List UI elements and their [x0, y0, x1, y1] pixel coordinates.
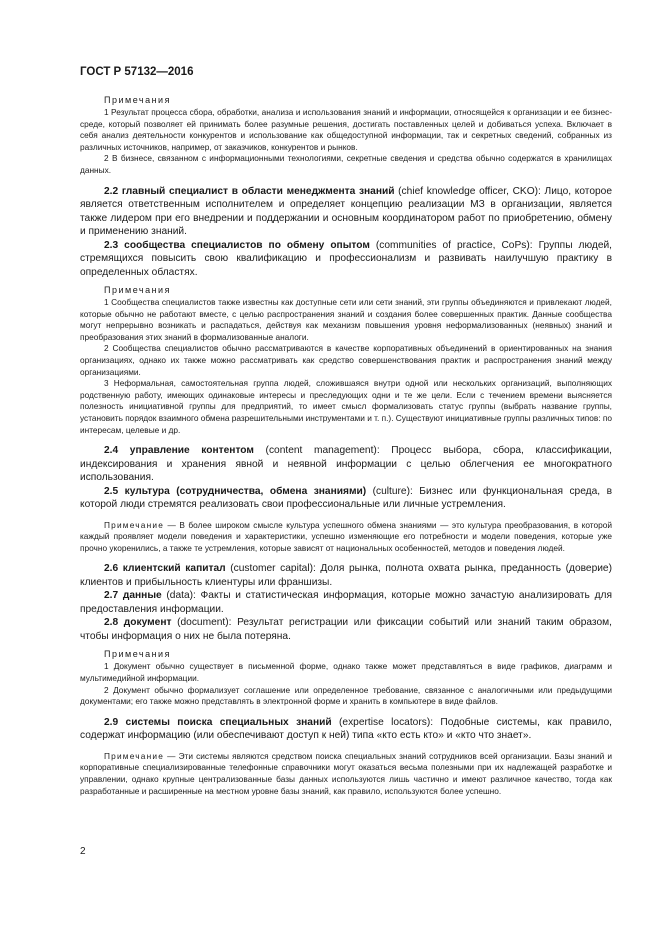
term-definition: (data): Факты и статистическая информация, которые можно зачастую анализировать для предоставления информации.: [80, 590, 612, 615]
note-item: 3 Неформальная, самостоятельная группа людей, сложившаяся внутри одной или нескольких организаций, выполняющих родственную работу, имеющих одинаковые интересы и преследующих одни и те же цели. Если с течением времени выясняется полезность инициативной группы для предприятий, то имеет смысл формализовать статус группы (выбрать название группы, установить порядок взаимного обмена разрешительными инструментами и т. п.). Существуют инициативные группы различных типов: по интересам, целевые и др.: [80, 378, 612, 435]
term-title: 2.2 главный специалист в области менеджмента знаний: [104, 185, 395, 197]
note-text: — В более широком смысле культура успешного обмена знаниями — это культура преобразования, в которой каждый проявляет модели поведения и характеристики, успешно изменяющие его потребности и модели поведения, которые уже прочно укоренились, а также те устремления, которые зависят от национальных особенностей, методов и поведения людей.: [80, 519, 612, 553]
term-title: 2.6 клиентский капитал: [104, 563, 226, 575]
term-2-9: [80, 716, 612, 743]
term-2-3: [80, 239, 612, 280]
term-2-2: [80, 185, 612, 239]
term-definition: (customer capital): Доля рынка, полнота охвата рынка, преданность (доверие) клиентов и прибыльность клиентуры или франшизы.: [80, 563, 612, 588]
note-item: 1 Результат процесса сбора, обработки, анализа и использования знаний и информации, относящейся к организации и ее бизнес-среде, который позволяет ей принимать более разумные решения, достигать поставленных целей и добиваться успеха. Включает в себя анализ деятельности конкурентов и использование как общедоступной информации, так и секретных сведений, собранных из различных источников, например, от заказчиков, конкурентов и рынков.: [80, 107, 612, 152]
term-title: 2.3 сообщества специалистов по обмену опытом: [104, 239, 370, 251]
term-2-5: [80, 485, 612, 512]
note-text: — Эти системы являются средством поиска специальных знаний сотрудников всей организации. Базы знаний и корпоративные специализированные телефонные справочники могут оказаться весьма полезными при их надлежащей разработке и управлении, однако крупные централизованные базы данных используются лишь частично и имеют различное качество, тогда как разработанные и расширенные на местном уровне базы знаний, как правило, используются более успешно.: [80, 750, 612, 796]
term-definition: (content management): Процесс выбора, сбора, классификации, индексирования и хранения явной и неявной информации с целью облегчения ее многократного использования.: [80, 445, 612, 484]
page-number: 2: [80, 846, 86, 857]
standard-header: ГОСТ Р 57132—2016: [80, 66, 194, 78]
term-2-8: [80, 616, 612, 643]
term-definition: (chief knowledge officer, CKO): Лицо, которое является ответственным исполнителем и определяет концепцию реализации МЗ в организации, является также лидером при его внедрении и поддержании и основным координатором работ по приобретению, обмену и применению знаний.: [80, 185, 612, 238]
term-title: 2.9 системы поиска специальных знаний: [104, 716, 332, 728]
note-label: Примечание: [104, 750, 165, 761]
note-item: 1 Сообщества специалистов также известны как доступные сети или сети знаний, эти группы объединяются и привлекают людей, которые обычно не работают вместе, с целью распространения знаний и создания более совершенных практик. Данные сообщества могут непрерывно возникать и распадаться, действуя как механизм повышения уровня неформализованных (неявных) знаний и преобразования этих знаний в формализованные аналоги.: [80, 297, 612, 342]
notes-label: Примечания: [104, 649, 171, 660]
note-single: [80, 520, 612, 555]
term-definition: (expertise locators): Подобные системы, как правило, содержат информацию (или обеспечивают доступ к ней) типа «кто есть кто» и «кто что знает».: [80, 716, 612, 742]
term-2-4: [80, 444, 612, 485]
term-title: 2.8 документ: [104, 617, 172, 629]
note-item: 2 Сообщества специалистов обычно рассматриваются в качестве корпоративных объединений в ориентированных на знания организациях, однако их также можно рассматривать как средство совершенствования практик и распространения знаний между организациями.: [80, 343, 612, 377]
notes-label: Примечания: [104, 95, 171, 105]
note-item: 1 Документ обычно существует в письменной форме, однако также может представляться в виде графиков, диаграмм и мультимедийной информации.: [80, 661, 612, 684]
term-2-6: [80, 562, 612, 589]
term-title: 2.5 культура (сотрудничества, обмена знаниями): [104, 485, 367, 497]
notes-label: Примечания: [104, 285, 171, 296]
term-definition: (communities of practice, CoPs): Группы людей, стремящихся повысить свою квалификацию и профессионализм и развивать наилучшую практику в определенных областях.: [80, 239, 613, 278]
term-2-7: [80, 589, 612, 616]
note-single: [80, 751, 612, 797]
note-item: 2 Документ обычно формализует соглашение или определенное требование, связанное с аналогичными или предыдущими документами; его также можно представлять в электронной форме и хранить в компьютере в виде файлов.: [80, 684, 612, 707]
note-label: Примечание: [104, 519, 165, 530]
term-title: 2.4 управление контентом: [104, 445, 254, 457]
term-definition: (document): Результат регистрации или фиксации событий или знаний таким образом, чтобы информация о них не была потеряна.: [80, 617, 612, 642]
term-definition: (culture): Бизнес или функциональная среда, в которой люди стремятся реализовать свои профессиональные или личные устремления.: [80, 485, 612, 511]
term-title: 2.7 данные: [104, 590, 162, 602]
page-content: [80, 94, 612, 797]
note-item: 2 В бизнесе, связанном с информационными технологиями, секретные сведения и средства обычно содержатся в хранилищах данных.: [80, 153, 612, 175]
